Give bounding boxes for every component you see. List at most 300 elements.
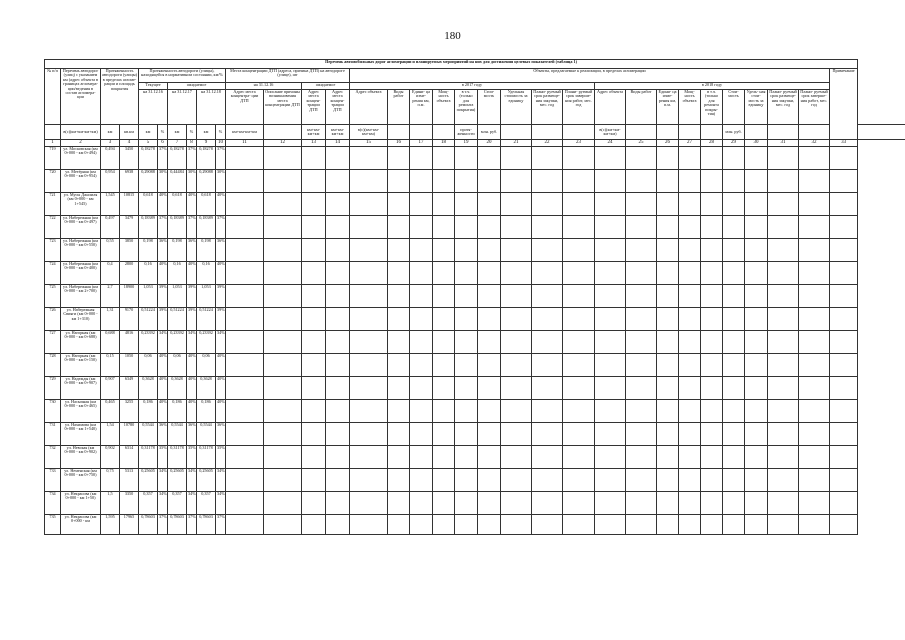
empty-cell — [830, 239, 858, 262]
standard-17-pct: 30% — [187, 170, 197, 193]
standard-16-km: 0,5544 — [139, 423, 158, 446]
empty-cell — [302, 423, 326, 446]
standard-18-km: 0,25605 — [197, 469, 216, 492]
col-num: 23 — [563, 140, 595, 147]
empty-cell — [478, 354, 501, 377]
empty-cell — [830, 400, 858, 423]
empty-cell — [595, 515, 626, 535]
standard-18-pct: 36% — [216, 423, 226, 446]
empty-cell — [768, 170, 799, 193]
empty-cell — [264, 492, 302, 515]
table-row — [45, 262, 905, 285]
empty-cell — [799, 285, 830, 308]
standard-17-km: 0,25605 — [168, 469, 187, 492]
empty-cell — [388, 377, 410, 400]
empty-cell — [532, 216, 563, 239]
standard-18-pct: 39% — [216, 308, 226, 331]
empty-cell — [657, 262, 679, 285]
road-name: ул. Набережная (км 0+000 - км 0+400) — [61, 262, 101, 285]
empty-cell — [302, 492, 326, 515]
empty-cell — [302, 377, 326, 400]
empty-cell — [455, 492, 478, 515]
unit-dtp-kmkm: км+км-км+км — [226, 125, 264, 140]
length-km: 0,954 — [101, 170, 120, 193]
length-km: 0,497 — [101, 216, 120, 239]
empty-cell — [532, 262, 563, 285]
empty-cell — [455, 331, 478, 354]
unit-empty-22 — [532, 125, 563, 140]
col-num: 18 — [433, 140, 455, 147]
empty-cell — [626, 354, 657, 377]
empty-cell — [701, 170, 723, 193]
empty-cell — [679, 400, 701, 423]
empty-cell — [455, 423, 478, 446]
standard-18-pct: 34% — [216, 469, 226, 492]
empty-cell — [679, 515, 701, 535]
standard-18-pct: 39% — [216, 285, 226, 308]
empty-cell — [410, 446, 433, 469]
page-number: 180 — [444, 30, 461, 42]
row-number: 730 — [45, 400, 61, 423]
empty-cell — [433, 170, 455, 193]
empty-cell — [410, 354, 433, 377]
empty-cell — [326, 285, 350, 308]
empty-cell — [264, 285, 302, 308]
unit-empty-28 — [701, 125, 723, 140]
empty-cell — [626, 308, 657, 331]
standard-17-km: 0,18278 — [168, 147, 187, 170]
empty-cell — [226, 170, 264, 193]
empty-cell — [388, 262, 410, 285]
empty-cell — [433, 446, 455, 469]
empty-cell — [455, 216, 478, 239]
standard-17-pct: 37% — [187, 147, 197, 170]
empty-cell — [226, 446, 264, 469]
table-row — [45, 354, 905, 377]
empty-cell — [563, 354, 595, 377]
header-addr-dtp: Адрес места концентра- ции ДТП — [226, 90, 264, 125]
standard-18-pct: 40% — [216, 377, 226, 400]
unit-dtp-empty — [264, 125, 302, 140]
standard-17-pct: 34% — [187, 331, 197, 354]
empty-cell — [264, 147, 302, 170]
empty-cell — [302, 216, 326, 239]
empty-cell — [410, 170, 433, 193]
empty-cell — [768, 423, 799, 446]
header-obj-addr: Адрес объекта — [350, 90, 388, 125]
header-cost-18: Стои- мость — [723, 90, 745, 125]
unit-empty-18 — [433, 125, 455, 140]
empty-cell — [410, 423, 433, 446]
empty-cell — [410, 285, 433, 308]
empty-cell — [302, 262, 326, 285]
area: 6938 — [120, 170, 139, 193]
empty-cell — [326, 354, 350, 377]
empty-cell — [350, 492, 388, 515]
empty-cell — [768, 331, 799, 354]
empty-cell — [433, 147, 455, 170]
empty-cell — [478, 216, 501, 239]
col-num: 26 — [657, 140, 679, 147]
header-note: Примечание — [830, 69, 858, 140]
header-num: № п/п — [45, 69, 61, 125]
standard-18-pct: 30% — [216, 170, 226, 193]
empty-cell — [478, 423, 501, 446]
header-unit-cost: Удельная стоимость за единицу — [501, 90, 532, 125]
standard-16-pct: 37% — [158, 216, 168, 239]
standard-18-pct: 40% — [216, 193, 226, 216]
empty-cell — [768, 216, 799, 239]
empty-cell — [799, 354, 830, 377]
standard-16-pct: 40% — [158, 262, 168, 285]
standard-18-km: 0,5544 — [197, 423, 216, 446]
header-units: Едини- ца изме- рения км, п.м. — [410, 90, 433, 125]
standard-17-km: 0,23392 — [168, 331, 187, 354]
unit-pct-18: % — [216, 125, 226, 140]
standard-16-pct: 34% — [158, 469, 168, 492]
empty-cell — [595, 216, 626, 239]
unit-obj-kmkm: в(с)(км+км- км+км) — [350, 125, 388, 140]
empty-cell — [768, 239, 799, 262]
empty-cell — [595, 262, 626, 285]
empty-cell — [626, 262, 657, 285]
empty-cell — [226, 147, 264, 170]
header-plan-end: Плани- руемый срок заверше- ния работ, мес. год — [563, 90, 595, 125]
empty-cell — [723, 400, 745, 423]
standard-17-pct: 37% — [187, 515, 197, 535]
col-num: 7 — [168, 140, 187, 147]
empty-cell — [388, 469, 410, 492]
table-row — [45, 193, 905, 216]
table-title: Перечень автомобильных дорог агломерации и планируемых мероприятий на них для достижения целевых показателей (таблица 1) — [45, 60, 858, 69]
empty-cell — [799, 446, 830, 469]
col-num: 24 — [595, 140, 626, 147]
unit-kmkm: в(с)(км+км-км+км) — [61, 125, 101, 140]
empty-cell — [264, 216, 302, 239]
empty-cell — [595, 446, 626, 469]
empty-cell — [799, 423, 830, 446]
empty-cell — [433, 193, 455, 216]
standard-17-km: 0,3628 — [168, 377, 187, 400]
empty-cell — [563, 216, 595, 239]
empty-cell — [563, 515, 595, 535]
empty-cell — [563, 170, 595, 193]
empty-cell — [595, 285, 626, 308]
empty-cell — [410, 147, 433, 170]
empty-cell — [264, 262, 302, 285]
standard-16-pct: 40% — [158, 193, 168, 216]
empty-cell — [745, 446, 768, 469]
empty-cell — [478, 170, 501, 193]
standard-16-pct: 39% — [158, 285, 168, 308]
empty-cell — [326, 515, 350, 535]
empty-cell — [679, 285, 701, 308]
standard-17-pct: 40% — [187, 377, 197, 400]
unit-empty-26 — [657, 125, 679, 140]
empty-cell — [701, 308, 723, 331]
empty-cell — [768, 308, 799, 331]
standard-18-pct: 37% — [216, 216, 226, 239]
standard-16-km: 0,78603 — [139, 515, 158, 535]
empty-cell — [830, 285, 858, 308]
empty-cell — [410, 308, 433, 331]
empty-cell — [745, 285, 768, 308]
empty-cell — [626, 492, 657, 515]
empty-cell — [657, 285, 679, 308]
empty-cell — [723, 377, 745, 400]
unit-km-16: км — [139, 125, 158, 140]
empty-cell — [723, 239, 745, 262]
empty-cell — [264, 446, 302, 469]
empty-cell — [350, 377, 388, 400]
empty-cell — [410, 400, 433, 423]
empty-cell — [830, 216, 858, 239]
empty-cell — [455, 170, 478, 193]
empty-cell — [350, 469, 388, 492]
empty-cell — [532, 193, 563, 216]
empty-cell — [626, 331, 657, 354]
unit-pct-16: % — [158, 125, 168, 140]
empty-cell — [350, 423, 388, 446]
standard-18-km: 0,18389 — [197, 216, 216, 239]
area: 1050 — [120, 354, 139, 377]
area: 18900 — [120, 285, 139, 308]
empty-cell — [701, 400, 723, 423]
standard-17-pct: 40% — [187, 400, 197, 423]
empty-cell — [532, 400, 563, 423]
col-num: 31 — [768, 140, 799, 147]
empty-cell — [626, 377, 657, 400]
col-num: 21 — [501, 140, 532, 147]
empty-cell — [701, 331, 723, 354]
empty-cell — [350, 170, 388, 193]
empty-cell — [723, 469, 745, 492]
empty-cell — [501, 239, 532, 262]
empty-cell — [768, 262, 799, 285]
empty-cell — [326, 446, 350, 469]
empty-cell — [501, 331, 532, 354]
row-number: 731 — [45, 423, 61, 446]
empty-cell — [657, 515, 679, 535]
road-name: ул. Московская (км 0+000 - км 0+494) — [61, 147, 101, 170]
empty-cell — [745, 170, 768, 193]
standard-16-km: 0,31178 — [139, 446, 158, 469]
col-num: 6 — [158, 140, 168, 147]
empty-cell — [501, 377, 532, 400]
row-number: 727 — [45, 331, 61, 354]
empty-cell — [410, 193, 433, 216]
empty-cell — [830, 354, 858, 377]
empty-cell — [745, 216, 768, 239]
empty-cell — [455, 446, 478, 469]
standard-16-km: 0,357 — [139, 492, 158, 515]
standard-17-pct: 40% — [187, 354, 197, 377]
empty-cell — [626, 147, 657, 170]
empty-cell — [595, 354, 626, 377]
empty-cell — [799, 239, 830, 262]
standard-16-km: 0,25605 — [139, 469, 158, 492]
unit-empty-25 — [626, 125, 657, 140]
empty-cell — [679, 469, 701, 492]
empty-cell — [455, 308, 478, 331]
length-km: 0,15 — [101, 354, 120, 377]
empty-cell — [388, 446, 410, 469]
empty-cell — [455, 354, 478, 377]
header-incl-18: в т.ч. (только для ремонта покры- тия) — [701, 90, 723, 125]
empty-cell — [657, 492, 679, 515]
empty-cell — [532, 515, 563, 535]
col-num: 4 — [120, 140, 139, 147]
empty-cell — [433, 239, 455, 262]
empty-cell — [326, 423, 350, 446]
empty-cell — [745, 400, 768, 423]
standard-18-pct: 40% — [216, 262, 226, 285]
row-number: 726 — [45, 308, 61, 331]
empty-cell — [388, 239, 410, 262]
col-num: 25 — [626, 140, 657, 147]
area: 2800 — [120, 262, 139, 285]
empty-cell — [657, 193, 679, 216]
unit-km-18: км — [197, 125, 216, 140]
standard-18-km: 0,06 — [197, 354, 216, 377]
empty-cell — [532, 239, 563, 262]
empty-cell — [302, 400, 326, 423]
empty-cell — [563, 423, 595, 446]
header-addr-17: Адрес места концен- трации ДТП — [302, 90, 326, 125]
empty-cell — [595, 193, 626, 216]
empty-cell — [830, 193, 858, 216]
col-num: 3 — [101, 140, 120, 147]
header-expected-1: ожидаемое — [168, 83, 226, 90]
empty-cell — [701, 193, 723, 216]
empty-cell — [563, 469, 595, 492]
empty-cell — [388, 492, 410, 515]
standard-18-pct: 40% — [216, 400, 226, 423]
empty-cell — [302, 446, 326, 469]
empty-cell — [264, 193, 302, 216]
row-number: 734 — [45, 492, 61, 515]
standard-17-pct: 35% — [187, 446, 197, 469]
empty-cell — [410, 262, 433, 285]
road-name: ул. Нагорная (км 0+000 - км 0+688) — [61, 331, 101, 354]
road-name: ул. Мусы Джалиля (км 0+000 - км 1+545) — [61, 193, 101, 216]
empty-cell — [350, 331, 388, 354]
standard-18-km: 0,618 — [197, 193, 216, 216]
col-num: 14 — [326, 140, 350, 147]
header-obj-addr-18: Адрес объекта — [595, 90, 626, 125]
standard-18-km: 0,29088 — [197, 170, 216, 193]
empty-cell — [532, 492, 563, 515]
standard-18-pct: 40% — [216, 354, 226, 377]
empty-cell — [723, 492, 745, 515]
empty-cell — [723, 331, 745, 354]
col-num: 11 — [226, 140, 264, 147]
header-incl: в т.ч. (только для ремонта покрытия) — [455, 90, 478, 125]
header-plan-end-18: Плани- руемый срок заверше- ния работ, мес. год — [799, 90, 830, 125]
table-body — [45, 147, 905, 535]
empty-cell — [350, 239, 388, 262]
empty-cell — [264, 515, 302, 535]
road-name: ул. Надежды (км 0+000 - км 0+907) — [61, 377, 101, 400]
empty-cell — [264, 170, 302, 193]
empty-cell — [388, 170, 410, 193]
empty-cell — [799, 492, 830, 515]
standard-16-km: 0,29088 — [139, 170, 158, 193]
empty-cell — [501, 308, 532, 331]
empty-cell — [478, 147, 501, 170]
empty-cell — [723, 285, 745, 308]
unit-empty-32 — [799, 125, 830, 140]
empty-cell — [478, 308, 501, 331]
empty-cell — [433, 331, 455, 354]
empty-cell — [501, 400, 532, 423]
unit-dtp-18: км+км-км+км — [326, 125, 350, 140]
empty-cell — [326, 147, 350, 170]
standard-18-km: 0,18278 — [197, 147, 216, 170]
empty-cell — [433, 469, 455, 492]
empty-cell — [226, 308, 264, 331]
empty-cell — [595, 377, 626, 400]
standard-17-km: 0,357 — [168, 492, 187, 515]
table-row — [45, 377, 905, 400]
empty-cell — [657, 239, 679, 262]
empty-cell — [388, 285, 410, 308]
empty-cell — [563, 446, 595, 469]
col-num: 16 — [388, 140, 410, 147]
empty-cell — [745, 331, 768, 354]
empty-cell — [679, 262, 701, 285]
length-km: 0,465 — [101, 400, 120, 423]
col-num: 10 — [216, 140, 226, 147]
standard-17-km: 0,186 — [168, 400, 187, 423]
empty-cell — [679, 193, 701, 216]
area: 17965 — [120, 515, 139, 535]
empty-cell — [745, 147, 768, 170]
empty-cell — [388, 193, 410, 216]
empty-cell — [563, 308, 595, 331]
table-row — [45, 446, 905, 469]
standard-18-km: 0,357 — [197, 492, 216, 515]
road-name: ул. Набережная (км 0+000 - км 0+497) — [61, 216, 101, 239]
empty-cell — [768, 285, 799, 308]
empty-cell — [478, 515, 501, 535]
empty-cell — [657, 170, 679, 193]
standard-17-pct: 40% — [187, 262, 197, 285]
table-row — [45, 308, 905, 331]
empty-cell — [626, 170, 657, 193]
empty-cell — [745, 492, 768, 515]
empty-cell — [226, 262, 264, 285]
area: 5313 — [120, 469, 139, 492]
empty-cell — [768, 193, 799, 216]
empty-cell — [679, 492, 701, 515]
col-num: 13 — [302, 140, 326, 147]
standard-17-km: 0,44484 — [168, 170, 187, 193]
empty-cell — [302, 308, 326, 331]
empty-cell — [264, 423, 302, 446]
header-year-2018: в 2018 году — [595, 83, 830, 90]
empty-cell — [388, 331, 410, 354]
empty-cell — [723, 515, 745, 535]
standard-17-km: 0,18389 — [168, 216, 187, 239]
col-num: 22 — [532, 140, 563, 147]
unit-dtp-17: км+км-км+км — [302, 125, 326, 140]
empty-cell — [326, 170, 350, 193]
empty-cell — [701, 354, 723, 377]
header-date-18: на 31.12.18 — [197, 90, 226, 125]
empty-cell — [388, 147, 410, 170]
standard-16-pct: 39% — [158, 308, 168, 331]
